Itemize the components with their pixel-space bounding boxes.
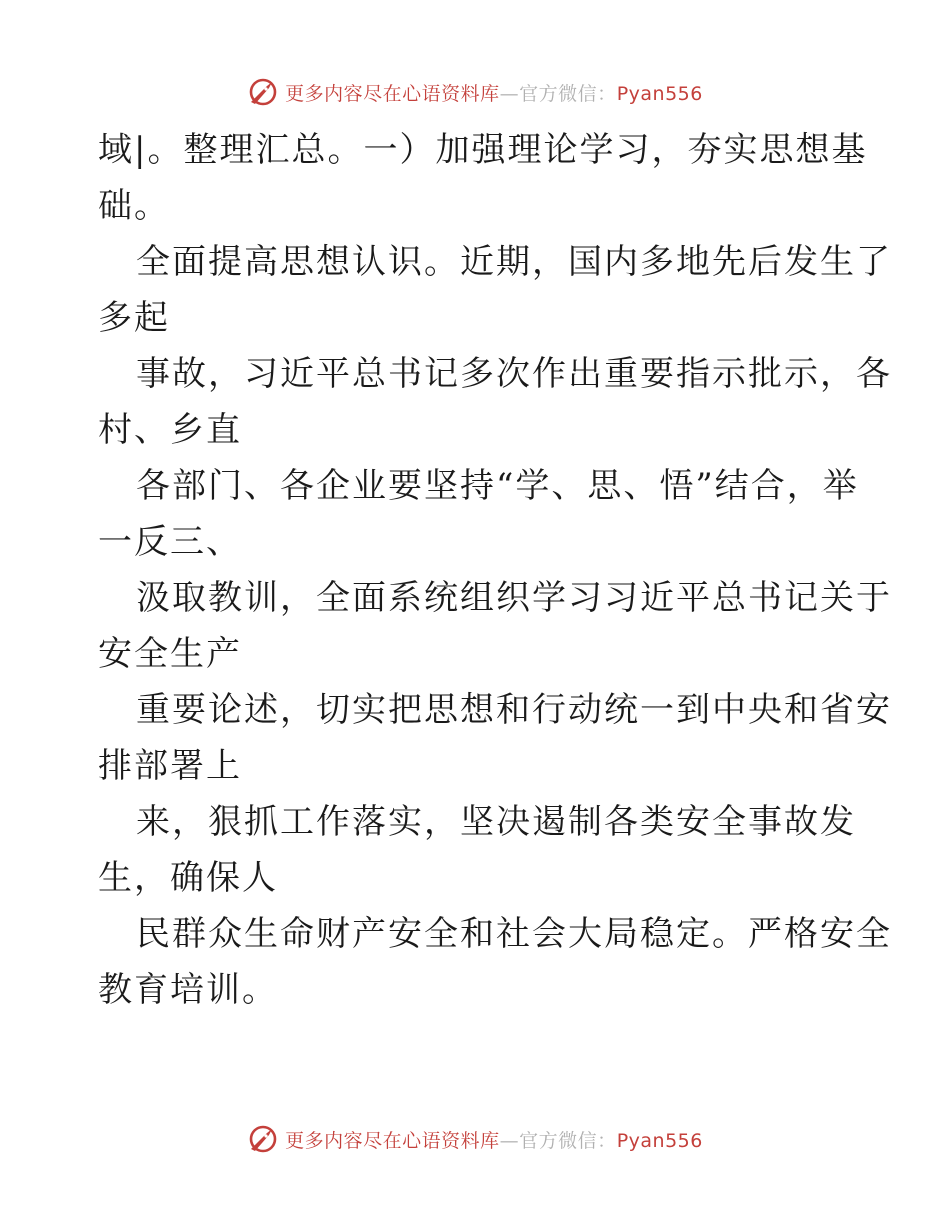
body-line: 汲取教训，全面系统组织学习习近平总书记关于 — [136, 578, 892, 618]
watermark-wechat-label: 官方微信： — [519, 1129, 617, 1152]
footer-watermark — [0, 1117, 950, 1161]
body-line: 来，狠抓工作落实，坚决遏制各类安全事故发 — [136, 802, 856, 842]
body-line: 各部门、各企业要坚持“学、思、悟”结合，举 — [136, 466, 859, 506]
body-line: 一反三、 — [98, 522, 242, 562]
body-line: 多起 — [98, 298, 170, 338]
body-line: 全面提高思想认识。近期，国内多地先后发生了 — [136, 242, 892, 282]
body-line: 事故，习近平总书记多次作出重要指示批示，各 — [136, 354, 892, 394]
pen-nib-circle-logo-icon — [247, 76, 279, 108]
body-line: 教育培训。 — [98, 970, 278, 1010]
watermark-text — [285, 79, 703, 106]
document-body — [98, 122, 892, 1018]
pen-nib-circle-logo-icon — [247, 1123, 279, 1155]
body-line: 础。 — [98, 186, 170, 226]
watermark-wechat-id: Pyan556 — [616, 1129, 703, 1152]
watermark-site-name: 更多内容尽在心语资料库 — [285, 82, 500, 105]
body-line: 重要论述，切实把思想和行动统一到中央和省安 — [136, 690, 892, 730]
watermark-dash: — — [499, 82, 520, 105]
body-line: 排部署上 — [98, 746, 242, 786]
body-line: 域|。整理汇总。一）加强理论学习，夯实思想基 — [98, 130, 868, 170]
header-watermark — [0, 70, 950, 114]
watermark-dash: — — [499, 1129, 520, 1152]
body-line: 生，确保人 — [98, 858, 278, 898]
watermark-wechat-label: 官方微信： — [519, 82, 617, 105]
body-line: 安全生产 — [98, 634, 242, 674]
watermark-text — [285, 1126, 703, 1153]
body-line: 民群众生命财产安全和社会大局稳定。严格安全 — [136, 914, 892, 954]
watermark-wechat-id: Pyan556 — [616, 82, 703, 105]
watermark-site-name: 更多内容尽在心语资料库 — [285, 1129, 500, 1152]
body-line: 村、乡直 — [98, 410, 242, 450]
